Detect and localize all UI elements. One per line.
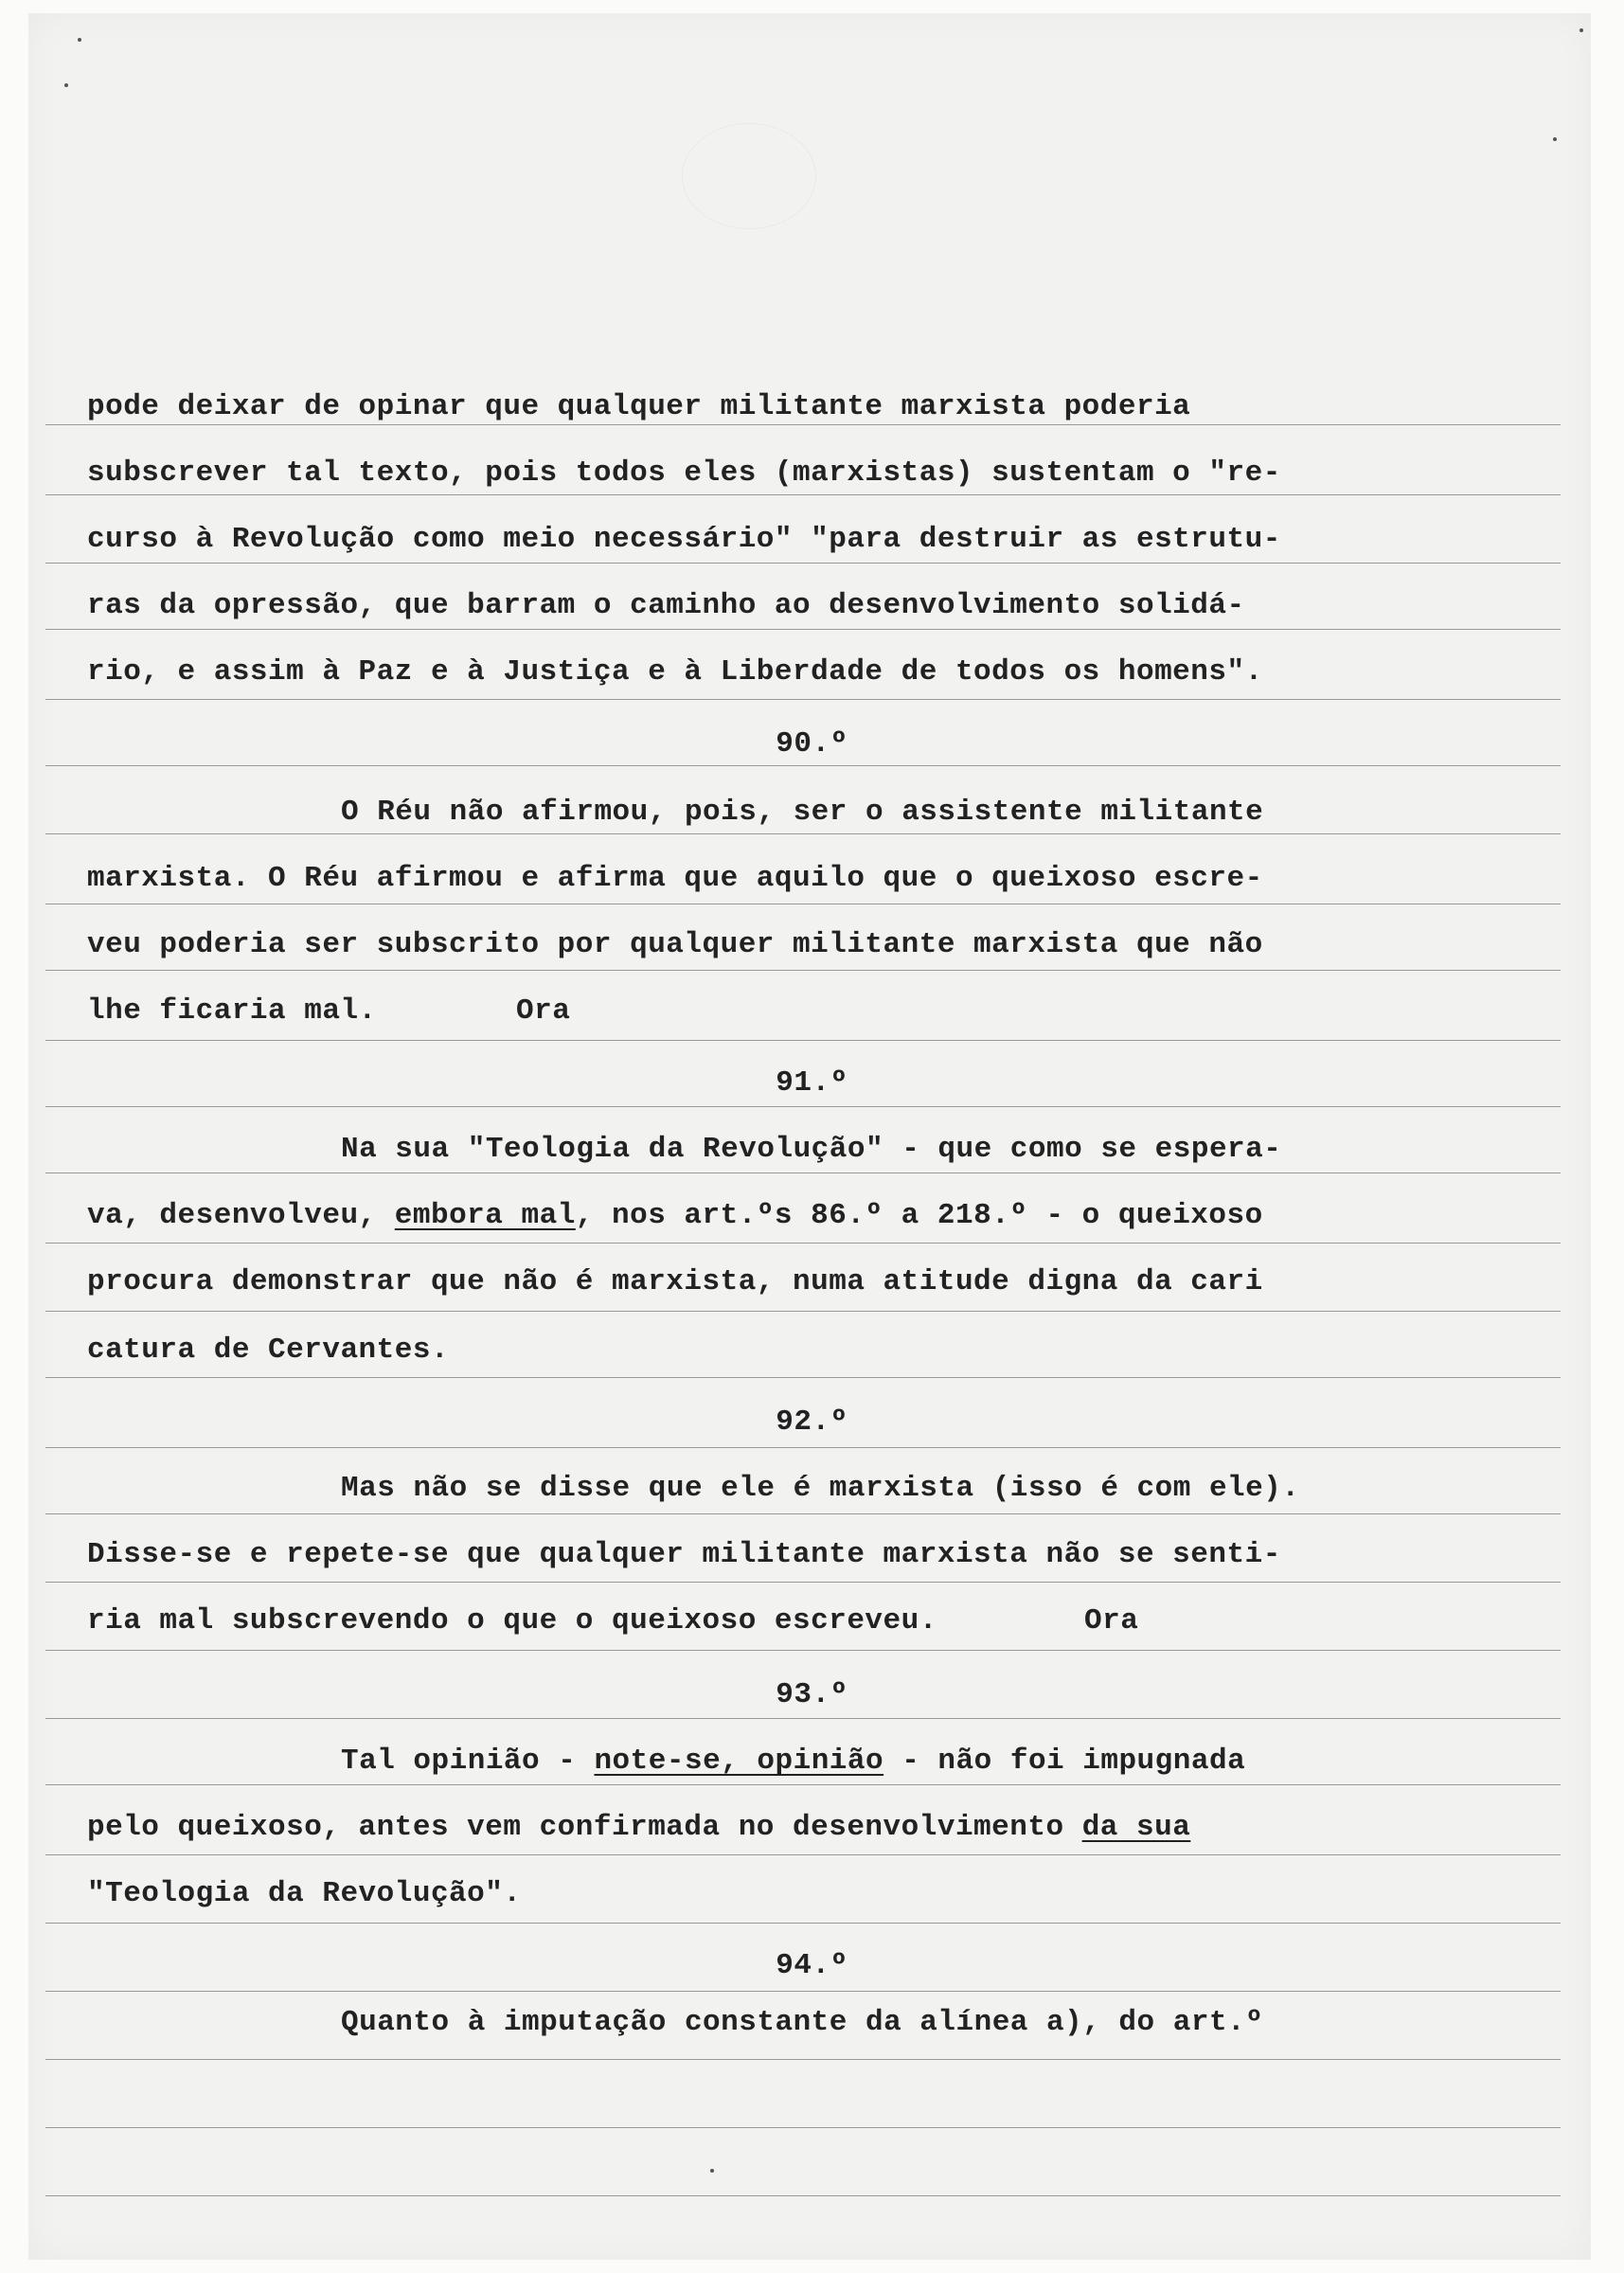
text-line: procura demonstrar que não é marxista, numa atitude digna da cari — [87, 1265, 1263, 1298]
ruled-line — [45, 494, 1561, 495]
ruled-line — [45, 699, 1561, 700]
ruled-line — [45, 1172, 1561, 1173]
underlined-text: embora mal — [394, 1199, 576, 1232]
ruled-line — [45, 424, 1561, 425]
text-segment: Tal opinião - — [341, 1745, 577, 1778]
text-line: Ora — [516, 994, 571, 1028]
paragraph-number: 93.º — [776, 1678, 848, 1711]
ruled-line — [45, 1311, 1561, 1312]
text-line: catura de Cervantes. — [87, 1333, 450, 1367]
ruled-line — [45, 1243, 1561, 1244]
scan-speck — [1579, 28, 1583, 32]
text-segment: pelo queixoso, antes vem confirmada no desenvolvimento — [87, 1811, 1064, 1844]
text-segment: , nos art.ºs 86.º a 218.º - o queixoso — [575, 1199, 1263, 1232]
ruled-line — [45, 1582, 1561, 1583]
text-line: subscrever tal texto, pois todos eles (marxistas) sustentam o "re- — [87, 456, 1281, 490]
text-line: rio, e assim à Paz e à Justiça e à Liberdade de todos os homens". — [87, 655, 1263, 689]
text-line: veu poderia ser subscrito por qualquer militante marxista que não — [87, 928, 1263, 961]
paragraph-number: 94.º — [776, 1949, 848, 1982]
text-line: marxista. O Réu afirmou e afirma que aquilo que o queixoso escre- — [87, 862, 1263, 895]
text-line: Disse-se e repete-se que qualquer militante marxista não se senti- — [87, 1538, 1281, 1571]
text-segment: va, desenvolveu, — [87, 1199, 377, 1232]
ruled-line — [45, 629, 1561, 630]
text-line: O Réu não afirmou, pois, ser o assistente militante — [341, 796, 1264, 829]
ruled-line — [45, 1106, 1561, 1107]
ruled-line — [45, 833, 1561, 834]
text-segment: - não foi impugnada — [901, 1745, 1246, 1778]
ruled-line — [45, 1784, 1561, 1785]
text-line: ria mal subscrevendo o que o queixoso escreveu. — [87, 1604, 937, 1638]
ruled-line — [45, 970, 1561, 971]
text-line: "Teologia da Revolução". — [87, 1877, 522, 1910]
scan-speck — [710, 2169, 714, 2173]
paragraph-number: 91.º — [776, 1066, 848, 1100]
text-line — [341, 1745, 1245, 1778]
ruled-line — [45, 1650, 1561, 1651]
ruled-line — [45, 1718, 1561, 1719]
ruled-line — [45, 2195, 1561, 2196]
ruled-line — [45, 563, 1561, 564]
underlined-text: note-se, opinião — [594, 1745, 884, 1778]
ruled-line — [45, 1923, 1561, 1924]
text-line: Na sua "Teologia da Revolução" - que como se espera- — [341, 1133, 1282, 1166]
scan-speck — [64, 83, 68, 87]
ruled-line — [45, 1991, 1561, 1992]
ruled-line — [45, 2059, 1561, 2060]
text-line: pode deixar de opinar que qualquer militante marxista poderia — [87, 390, 1191, 423]
scan-speck — [78, 38, 81, 42]
ruled-line — [45, 1513, 1561, 1514]
text-line: Mas não se disse que ele é marxista (isso é com ele). — [341, 1472, 1300, 1505]
text-line — [87, 1199, 1263, 1232]
ruled-line — [45, 1854, 1561, 1855]
text-line: Ora — [1084, 1604, 1139, 1638]
ruled-line — [45, 2127, 1561, 2128]
text-line: ras da opressão, que barram o caminho ao desenvolvimento solidá- — [87, 589, 1245, 622]
ruled-line — [45, 1377, 1561, 1378]
underlined-text: da sua — [1081, 1811, 1191, 1844]
text-line: lhe ficaria mal. — [87, 994, 377, 1028]
text-line — [87, 1811, 1190, 1844]
scan-speck — [1553, 137, 1557, 141]
text-line: curso à Revolução como meio necessário" "para destruir as estrutu- — [87, 523, 1281, 556]
ruled-line — [45, 1040, 1561, 1041]
ruled-line — [45, 1447, 1561, 1448]
paragraph-number: 90.º — [776, 727, 848, 761]
paragraph-number: 92.º — [776, 1405, 848, 1439]
ruled-line — [45, 765, 1561, 766]
faint-stamp-mark — [682, 123, 816, 229]
text-line: Quanto à imputação constante da alínea a), do art.º — [341, 2006, 1264, 2039]
